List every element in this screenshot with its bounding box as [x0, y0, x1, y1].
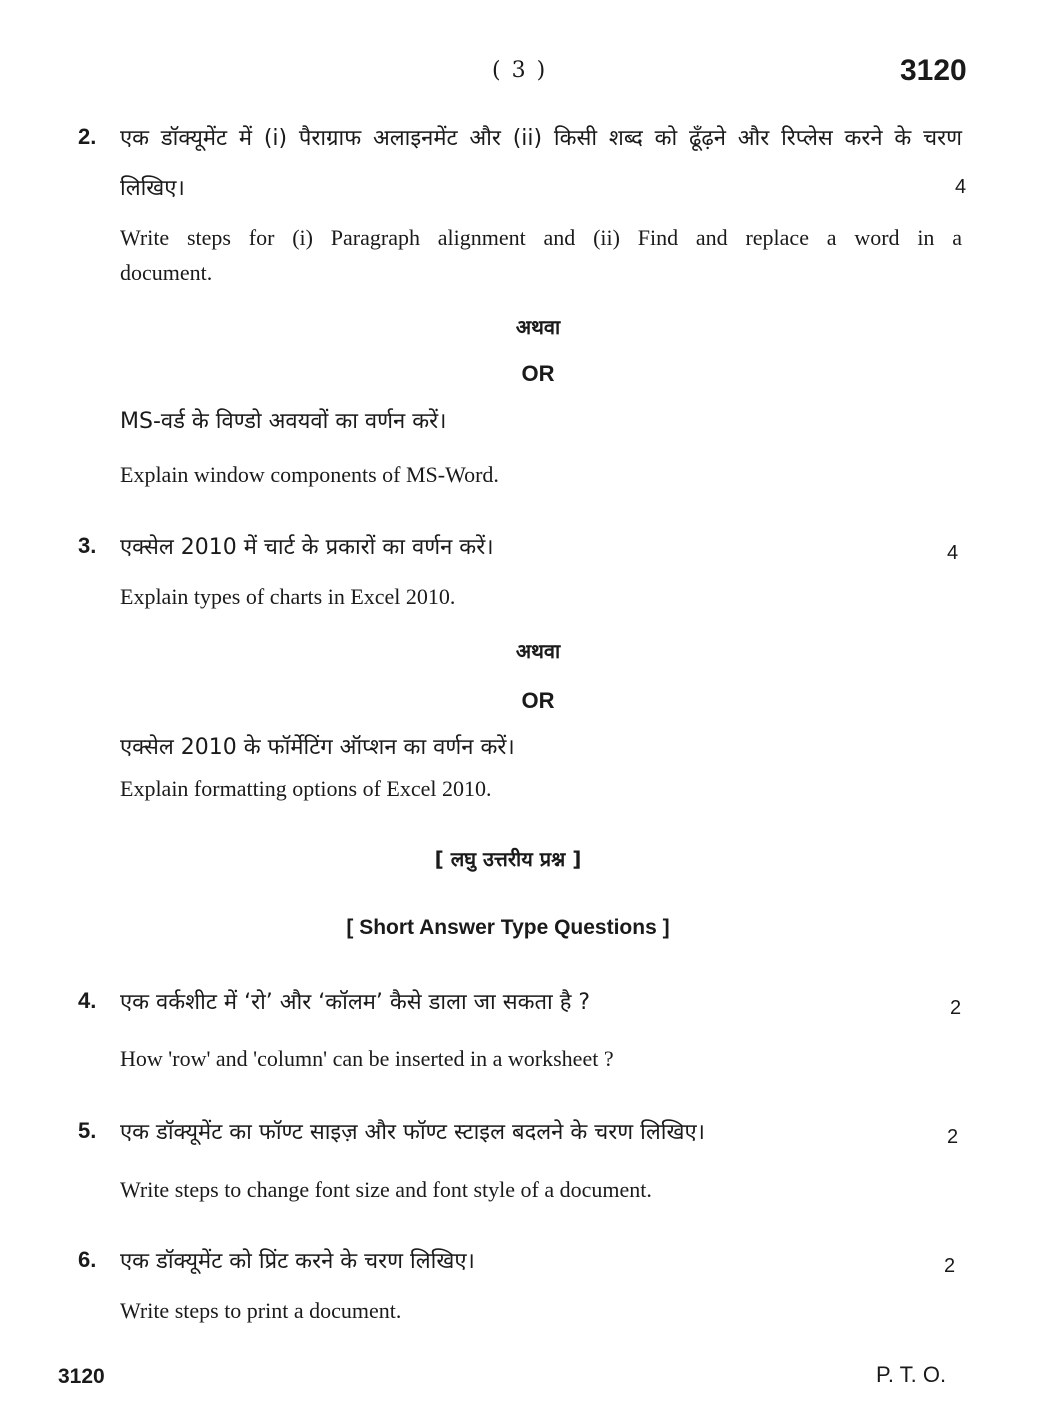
question-3-alt-english: Explain formatting options of Excel 2010. — [120, 776, 492, 801]
question-6-marks: 2 — [944, 1255, 956, 1277]
question-6-number: 6. — [78, 1247, 97, 1272]
please-turn-over: P. T. O. — [876, 1362, 947, 1387]
question-5-number: 5. — [78, 1118, 97, 1143]
question-3-alt-hindi: एक्सेल 2010 के फॉर्मेटिंग ऑप्शन का वर्णन करें। — [120, 735, 515, 760]
question-2-or-hindi: अथवा — [515, 315, 561, 339]
question-4-hindi: एक वर्कशीट में ‘रो’ और ‘कॉलम’ कैसे डाला जा सकता है ? — [120, 990, 591, 1015]
question-2-alt-hindi: MS-वर्ड के विण्डो अवयवों का वर्णन करें। — [120, 409, 447, 434]
question-4-marks: 2 — [950, 997, 962, 1019]
section-heading-hindi: [ लघु उत्तरीय प्रश्न ] — [434, 847, 582, 871]
question-5-marks: 2 — [947, 1126, 959, 1148]
question-5-english: Write steps to change font size and font style of a document. — [120, 1177, 652, 1202]
question-4-number: 4. — [78, 988, 97, 1013]
question-2-hindi-line1: एक डॉक्यूमेंट में (i) पैराग्राफ अलाइनमेंट और (ii) किसी शब्द को ढूँढ़ने और रिप्लेस करने के चरण — [120, 126, 962, 151]
question-2-alt-english: Explain window components of MS-Word. — [120, 462, 499, 487]
question-4-english: How 'row' and 'column' can be inserted in a worksheet ? — [120, 1046, 614, 1071]
question-2-number: 2. — [78, 124, 97, 149]
question-3-hindi: एक्सेल 2010 में चार्ट के प्रकारों का वर्णन करें। — [120, 535, 494, 560]
page-number: ( 3 ) — [492, 58, 548, 83]
question-2-english-line1: Write steps for (i) Paragraph alignment and (ii) Find and replace a word in a — [120, 225, 962, 250]
question-5-hindi: एक डॉक्यूमेंट का फॉण्ट साइज़ और फॉण्ट स्टाइल बदलने के चरण लिखिए। — [120, 1120, 705, 1145]
paper-code-footer: 3120 — [58, 1365, 105, 1388]
question-2-hindi-line2: लिखिए। — [120, 176, 185, 201]
paper-code-header: 3120 — [900, 54, 967, 87]
question-3-number: 3. — [78, 533, 97, 558]
question-6-english: Write steps to print a document. — [120, 1298, 402, 1323]
question-2-english-line2: document. — [120, 260, 213, 285]
question-3-english: Explain types of charts in Excel 2010. — [120, 584, 456, 609]
question-2-marks: 4 — [955, 176, 967, 198]
question-2-or-english: OR — [521, 361, 555, 386]
section-heading-english: [ Short Answer Type Questions ] — [346, 916, 670, 939]
question-3-marks: 4 — [947, 542, 959, 564]
question-3-or-hindi: अथवा — [515, 639, 561, 663]
question-3-or-english: OR — [521, 688, 555, 713]
question-6-hindi: एक डॉक्यूमेंट को प्रिंट करने के चरण लिखिए। — [120, 1249, 475, 1274]
